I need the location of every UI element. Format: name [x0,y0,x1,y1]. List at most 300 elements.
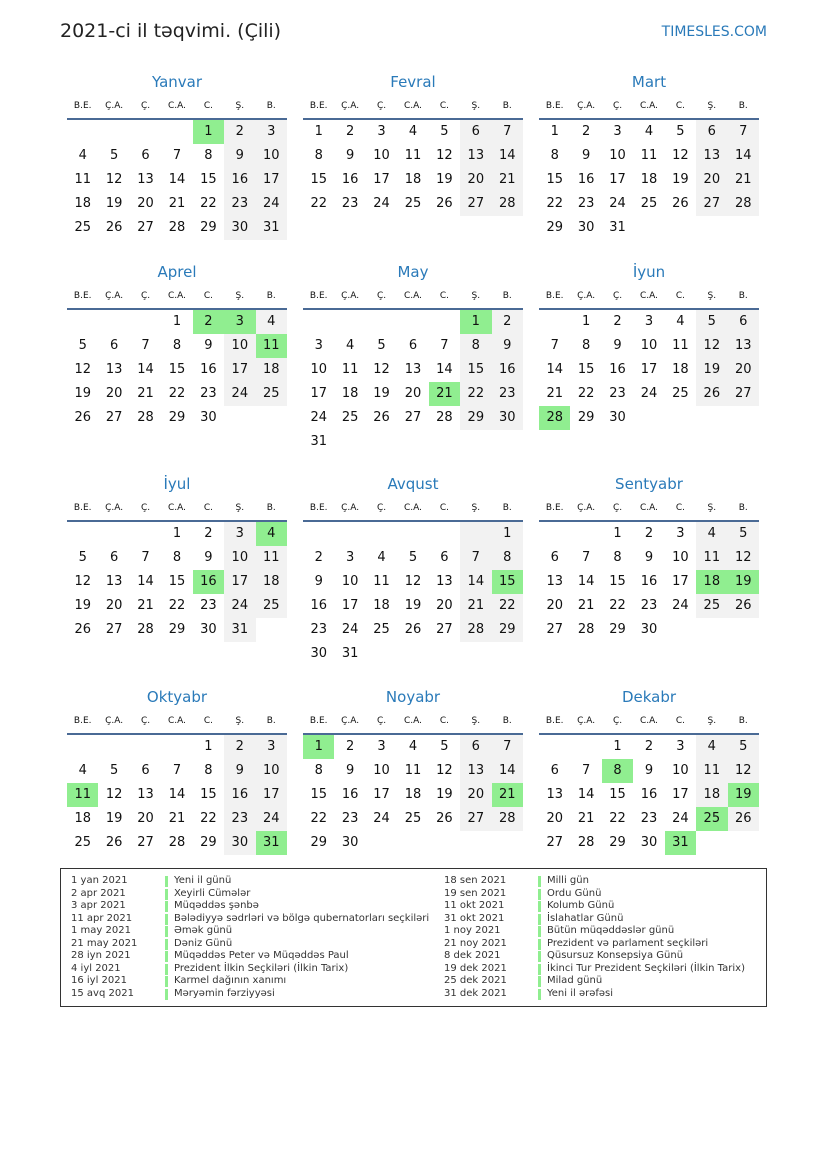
day-cell[interactable]: 26 [373,410,390,425]
day-cell[interactable]: 3 [256,120,287,144]
day-cell[interactable]: 23 [577,196,595,211]
day-cell[interactable]: 24 [256,807,287,831]
day-cell[interactable]: 30 [640,622,658,637]
day-cell[interactable]: 7 [141,550,150,565]
holiday-day-cell[interactable]: 3 [224,310,255,334]
day-cell[interactable]: 14 [137,574,154,589]
day-cell[interactable]: 30 [224,831,255,855]
day-cell[interactable]: 2 [644,739,654,754]
day-cell[interactable]: 22 [609,811,626,826]
day-cell[interactable]: 4 [256,310,287,334]
day-cell[interactable]: 28 [728,192,759,216]
day-cell[interactable]: 16 [310,598,327,613]
brand-link[interactable]: TIMESLES.COM [661,24,767,40]
day-cell[interactable]: 17 [672,574,689,589]
day-cell[interactable]: 30 [609,410,626,425]
day-cell[interactable]: 2 [224,735,255,759]
day-cell[interactable]: 6 [550,550,559,565]
day-cell[interactable]: 6 [460,735,491,759]
day-cell[interactable]: 22 [200,811,217,826]
day-cell[interactable]: 14 [460,570,491,594]
day-cell[interactable]: 21 [168,196,186,211]
day-cell[interactable]: 3 [345,550,355,565]
day-cell[interactable]: 21 [492,168,523,192]
day-cell[interactable]: 31 [609,220,626,235]
day-cell[interactable]: 6 [550,763,559,778]
holiday-day-cell[interactable]: 21 [492,783,523,807]
day-cell[interactable]: 30 [577,220,595,235]
day-cell[interactable]: 12 [672,148,689,163]
day-cell[interactable]: 6 [109,338,119,353]
day-cell[interactable]: 27 [105,410,123,425]
day-cell[interactable]: 9 [224,144,255,168]
day-cell[interactable]: 31 [341,646,359,661]
day-cell[interactable]: 15 [168,362,186,377]
day-cell[interactable]: 4 [78,148,87,163]
day-cell[interactable]: 13 [404,362,422,377]
day-cell[interactable]: 27 [728,382,759,406]
day-cell[interactable]: 10 [341,574,359,589]
day-cell[interactable]: 7 [440,338,449,353]
day-cell[interactable]: 28 [492,192,523,216]
day-cell[interactable]: 23 [609,386,626,401]
day-cell[interactable]: 22 [492,594,523,618]
day-cell[interactable]: 9 [492,334,523,358]
day-cell[interactable]: 1 [613,526,622,541]
day-cell[interactable]: 12 [436,763,453,778]
day-cell[interactable]: 15 [609,787,626,802]
day-cell[interactable]: 27 [460,807,491,831]
day-cell[interactable]: 8 [314,763,323,778]
day-cell[interactable]: 7 [581,763,591,778]
day-cell[interactable]: 6 [408,338,418,353]
day-cell[interactable]: 24 [224,382,255,406]
day-cell[interactable]: 16 [224,783,255,807]
day-cell[interactable]: 24 [373,196,390,211]
day-cell[interactable]: 7 [172,148,182,163]
day-cell[interactable]: 24 [341,622,359,637]
holiday-day-cell[interactable]: 11 [67,783,98,807]
day-cell[interactable]: 14 [546,362,563,377]
holiday-day-cell[interactable]: 16 [193,570,224,594]
day-cell[interactable]: 17 [609,172,626,187]
day-cell[interactable]: 16 [609,362,626,377]
day-cell[interactable]: 30 [341,835,359,850]
day-cell[interactable]: 5 [377,338,386,353]
day-cell[interactable]: 20 [546,598,563,613]
day-cell[interactable]: 26 [436,811,453,826]
day-cell[interactable]: 12 [74,574,91,589]
day-cell[interactable]: 10 [609,148,626,163]
day-cell[interactable]: 13 [105,574,123,589]
day-cell[interactable]: 31 [224,618,255,642]
day-cell[interactable]: 5 [440,124,449,139]
day-cell[interactable]: 20 [460,168,491,192]
day-cell[interactable]: 14 [168,172,186,187]
day-cell[interactable]: 20 [137,196,154,211]
holiday-day-cell[interactable]: 25 [696,807,727,831]
day-cell[interactable]: 5 [696,310,727,334]
day-cell[interactable]: 26 [728,807,759,831]
day-cell[interactable]: 28 [168,835,186,850]
day-cell[interactable]: 19 [696,358,727,382]
day-cell[interactable]: 4 [408,739,418,754]
day-cell[interactable]: 3 [644,314,654,329]
day-cell[interactable]: 9 [644,763,654,778]
day-cell[interactable]: 4 [377,550,386,565]
day-cell[interactable]: 22 [577,386,595,401]
day-cell[interactable]: 4 [78,763,87,778]
day-cell[interactable]: 4 [408,124,418,139]
day-cell[interactable]: 30 [640,835,658,850]
day-cell[interactable]: 11 [696,759,727,783]
day-cell[interactable]: 13 [546,574,563,589]
day-cell[interactable]: 11 [404,148,422,163]
day-cell[interactable]: 24 [224,594,255,618]
day-cell[interactable]: 2 [644,526,654,541]
day-cell[interactable]: 23 [200,386,217,401]
day-cell[interactable]: 14 [577,787,595,802]
day-cell[interactable]: 24 [672,811,689,826]
day-cell[interactable]: 9 [613,338,622,353]
holiday-day-cell[interactable]: 28 [539,406,570,430]
day-cell[interactable]: 31 [310,434,327,449]
day-cell[interactable]: 20 [105,386,123,401]
day-cell[interactable]: 20 [460,783,491,807]
day-cell[interactable]: 2 [345,739,355,754]
day-cell[interactable]: 2 [224,120,255,144]
day-cell[interactable]: 6 [728,310,759,334]
day-cell[interactable]: 17 [672,787,689,802]
day-cell[interactable]: 20 [728,358,759,382]
day-cell[interactable]: 25 [256,382,287,406]
day-cell[interactable]: 18 [74,196,91,211]
day-cell[interactable]: 1 [172,526,182,541]
day-cell[interactable]: 8 [581,338,591,353]
day-cell[interactable]: 5 [78,550,87,565]
day-cell[interactable]: 16 [224,168,255,192]
day-cell[interactable]: 12 [728,759,759,783]
day-cell[interactable]: 26 [404,622,422,637]
day-cell[interactable]: 24 [672,598,689,613]
day-cell[interactable]: 6 [141,148,150,163]
day-cell[interactable]: 8 [492,546,523,570]
day-cell[interactable]: 11 [672,338,689,353]
day-cell[interactable]: 25 [341,410,359,425]
day-cell[interactable]: 29 [168,622,186,637]
day-cell[interactable]: 14 [137,362,154,377]
day-cell[interactable]: 6 [696,120,727,144]
day-cell[interactable]: 11 [640,148,658,163]
day-cell[interactable]: 22 [460,382,491,406]
day-cell[interactable]: 2 [345,124,355,139]
day-cell[interactable]: 25 [74,835,91,850]
day-cell[interactable]: 19 [105,196,123,211]
day-cell[interactable]: 1 [613,739,622,754]
day-cell[interactable]: 12 [728,546,759,570]
day-cell[interactable]: 20 [696,168,727,192]
day-cell[interactable]: 10 [224,334,255,358]
day-cell[interactable]: 18 [256,570,287,594]
day-cell[interactable]: 28 [137,622,154,637]
day-cell[interactable]: 3 [377,739,386,754]
day-cell[interactable]: 24 [640,386,658,401]
day-cell[interactable]: 15 [577,362,595,377]
day-cell[interactable]: 22 [168,598,186,613]
day-cell[interactable]: 25 [373,622,390,637]
day-cell[interactable]: 17 [224,570,255,594]
day-cell[interactable]: 30 [492,406,523,430]
day-cell[interactable]: 19 [105,811,123,826]
day-cell[interactable]: 5 [728,735,759,759]
day-cell[interactable]: 11 [256,546,287,570]
day-cell[interactable]: 16 [640,787,658,802]
day-cell[interactable]: 13 [436,574,453,589]
day-cell[interactable]: 9 [345,148,355,163]
day-cell[interactable]: 26 [105,220,123,235]
day-cell[interactable]: 12 [404,574,422,589]
day-cell[interactable]: 7 [141,338,150,353]
day-cell[interactable]: 28 [137,410,154,425]
day-cell[interactable]: 18 [696,783,727,807]
day-cell[interactable]: 5 [408,550,418,565]
day-cell[interactable]: 15 [546,172,563,187]
holiday-day-cell[interactable]: 18 [696,570,727,594]
day-cell[interactable]: 27 [404,410,422,425]
day-cell[interactable]: 28 [460,618,491,642]
day-cell[interactable]: 5 [676,124,685,139]
day-cell[interactable]: 6 [460,120,491,144]
day-cell[interactable]: 13 [137,787,154,802]
day-cell[interactable]: 14 [168,787,186,802]
day-cell[interactable]: 13 [137,172,154,187]
day-cell[interactable]: 10 [373,763,390,778]
day-cell[interactable]: 8 [460,334,491,358]
day-cell[interactable]: 26 [696,382,727,406]
day-cell[interactable]: 3 [256,735,287,759]
day-cell[interactable]: 9 [204,338,213,353]
day-cell[interactable]: 20 [436,598,453,613]
day-cell[interactable]: 27 [436,622,453,637]
day-cell[interactable]: 23 [640,598,658,613]
day-cell[interactable]: 29 [310,835,327,850]
day-cell[interactable]: 4 [696,522,727,546]
day-cell[interactable]: 30 [224,216,255,240]
day-cell[interactable]: 8 [204,148,213,163]
day-cell[interactable]: 12 [74,362,91,377]
day-cell[interactable]: 13 [696,144,727,168]
day-cell[interactable]: 27 [137,220,154,235]
day-cell[interactable]: 11 [696,546,727,570]
day-cell[interactable]: 18 [404,172,422,187]
day-cell[interactable]: 24 [310,410,327,425]
day-cell[interactable]: 23 [341,811,359,826]
day-cell[interactable]: 1 [492,522,523,546]
day-cell[interactable]: 26 [728,594,759,618]
day-cell[interactable]: 20 [546,811,563,826]
day-cell[interactable]: 1 [550,124,559,139]
holiday-day-cell[interactable]: 15 [492,570,523,594]
day-cell[interactable]: 12 [373,362,390,377]
day-cell[interactable]: 7 [550,338,559,353]
day-cell[interactable]: 23 [310,622,327,637]
day-cell[interactable]: 16 [640,574,658,589]
day-cell[interactable]: 27 [137,835,154,850]
day-cell[interactable]: 27 [696,192,727,216]
day-cell[interactable]: 15 [200,787,217,802]
day-cell[interactable]: 17 [373,787,390,802]
day-cell[interactable]: 1 [172,314,182,329]
day-cell[interactable]: 3 [377,124,386,139]
day-cell[interactable]: 16 [200,362,217,377]
holiday-day-cell[interactable]: 2 [193,310,224,334]
day-cell[interactable]: 13 [105,362,123,377]
day-cell[interactable]: 29 [609,622,626,637]
day-cell[interactable]: 30 [310,646,327,661]
day-cell[interactable]: 28 [577,622,595,637]
day-cell[interactable]: 6 [109,550,119,565]
day-cell[interactable]: 21 [728,168,759,192]
day-cell[interactable]: 9 [644,550,654,565]
day-cell[interactable]: 25 [696,594,727,618]
day-cell[interactable]: 25 [404,811,422,826]
day-cell[interactable]: 24 [609,196,626,211]
day-cell[interactable]: 2 [204,526,213,541]
day-cell[interactable]: 23 [640,811,658,826]
day-cell[interactable]: 16 [341,787,359,802]
day-cell[interactable]: 20 [105,598,123,613]
day-cell[interactable]: 21 [168,811,186,826]
day-cell[interactable]: 6 [141,763,150,778]
day-cell[interactable]: 7 [728,120,759,144]
day-cell[interactable]: 26 [105,835,123,850]
day-cell[interactable]: 17 [341,598,359,613]
day-cell[interactable]: 28 [436,410,453,425]
day-cell[interactable]: 28 [577,835,595,850]
holiday-day-cell[interactable]: 21 [429,382,460,406]
day-cell[interactable]: 17 [256,783,287,807]
day-cell[interactable]: 3 [314,338,323,353]
day-cell[interactable]: 22 [310,811,327,826]
holiday-day-cell[interactable]: 31 [665,831,696,855]
day-cell[interactable]: 21 [577,598,595,613]
day-cell[interactable]: 5 [78,338,87,353]
holiday-day-cell[interactable]: 1 [460,310,491,334]
day-cell[interactable]: 23 [224,807,255,831]
day-cell[interactable]: 6 [440,550,449,565]
day-cell[interactable]: 11 [341,362,359,377]
day-cell[interactable]: 11 [74,172,91,187]
day-cell[interactable]: 31 [256,216,287,240]
day-cell[interactable]: 25 [404,196,422,211]
day-cell[interactable]: 5 [109,148,119,163]
day-cell[interactable]: 21 [137,598,154,613]
day-cell[interactable]: 2 [492,310,523,334]
day-cell[interactable]: 22 [310,196,327,211]
day-cell[interactable]: 26 [74,622,91,637]
day-cell[interactable]: 5 [109,763,119,778]
day-cell[interactable]: 7 [492,735,523,759]
day-cell[interactable]: 22 [168,386,186,401]
holiday-day-cell[interactable]: 11 [256,334,287,358]
day-cell[interactable]: 14 [728,144,759,168]
day-cell[interactable]: 13 [546,787,563,802]
day-cell[interactable]: 12 [105,787,123,802]
day-cell[interactable]: 25 [256,594,287,618]
day-cell[interactable]: 10 [672,550,689,565]
day-cell[interactable]: 14 [577,574,595,589]
day-cell[interactable]: 5 [440,739,449,754]
day-cell[interactable]: 23 [200,598,217,613]
day-cell[interactable]: 18 [74,811,91,826]
day-cell[interactable]: 21 [546,386,563,401]
day-cell[interactable]: 12 [436,148,453,163]
day-cell[interactable]: 2 [314,550,323,565]
day-cell[interactable]: 7 [460,546,491,570]
day-cell[interactable]: 19 [672,172,689,187]
day-cell[interactable]: 22 [200,196,217,211]
day-cell[interactable]: 24 [256,192,287,216]
day-cell[interactable]: 29 [609,835,626,850]
day-cell[interactable]: 13 [728,334,759,358]
day-cell[interactable]: 18 [373,598,390,613]
day-cell[interactable]: 4 [696,735,727,759]
day-cell[interactable]: 1 [581,314,591,329]
day-cell[interactable]: 19 [436,787,453,802]
day-cell[interactable]: 10 [672,763,689,778]
day-cell[interactable]: 8 [172,338,182,353]
day-cell[interactable]: 5 [728,522,759,546]
day-cell[interactable]: 26 [436,196,453,211]
day-cell[interactable]: 1 [204,739,213,754]
day-cell[interactable]: 23 [492,382,523,406]
day-cell[interactable]: 7 [492,120,523,144]
day-cell[interactable]: 19 [74,598,91,613]
day-cell[interactable]: 12 [105,172,123,187]
day-cell[interactable]: 19 [74,386,91,401]
day-cell[interactable]: 14 [492,759,523,783]
day-cell[interactable]: 13 [460,759,491,783]
day-cell[interactable]: 17 [373,172,390,187]
day-cell[interactable]: 19 [404,598,422,613]
day-cell[interactable]: 10 [640,338,658,353]
day-cell[interactable]: 4 [644,124,654,139]
day-cell[interactable]: 27 [546,835,563,850]
holiday-day-cell[interactable]: 19 [728,570,759,594]
day-cell[interactable]: 27 [105,622,123,637]
day-cell[interactable]: 30 [200,622,217,637]
day-cell[interactable]: 4 [345,338,355,353]
day-cell[interactable]: 25 [74,220,91,235]
day-cell[interactable]: 22 [546,196,563,211]
day-cell[interactable]: 25 [640,196,658,211]
day-cell[interactable]: 8 [550,148,559,163]
day-cell[interactable]: 20 [137,811,154,826]
day-cell[interactable]: 1 [314,124,323,139]
day-cell[interactable]: 29 [546,220,563,235]
day-cell[interactable]: 3 [613,124,622,139]
day-cell[interactable]: 10 [256,144,287,168]
day-cell[interactable]: 29 [577,410,595,425]
day-cell[interactable]: 10 [373,148,390,163]
day-cell[interactable]: 8 [172,550,182,565]
day-cell[interactable]: 15 [168,574,186,589]
day-cell[interactable]: 9 [204,550,213,565]
day-cell[interactable]: 21 [577,811,595,826]
day-cell[interactable]: 17 [256,168,287,192]
day-cell[interactable]: 8 [314,148,323,163]
day-cell[interactable]: 3 [676,739,685,754]
